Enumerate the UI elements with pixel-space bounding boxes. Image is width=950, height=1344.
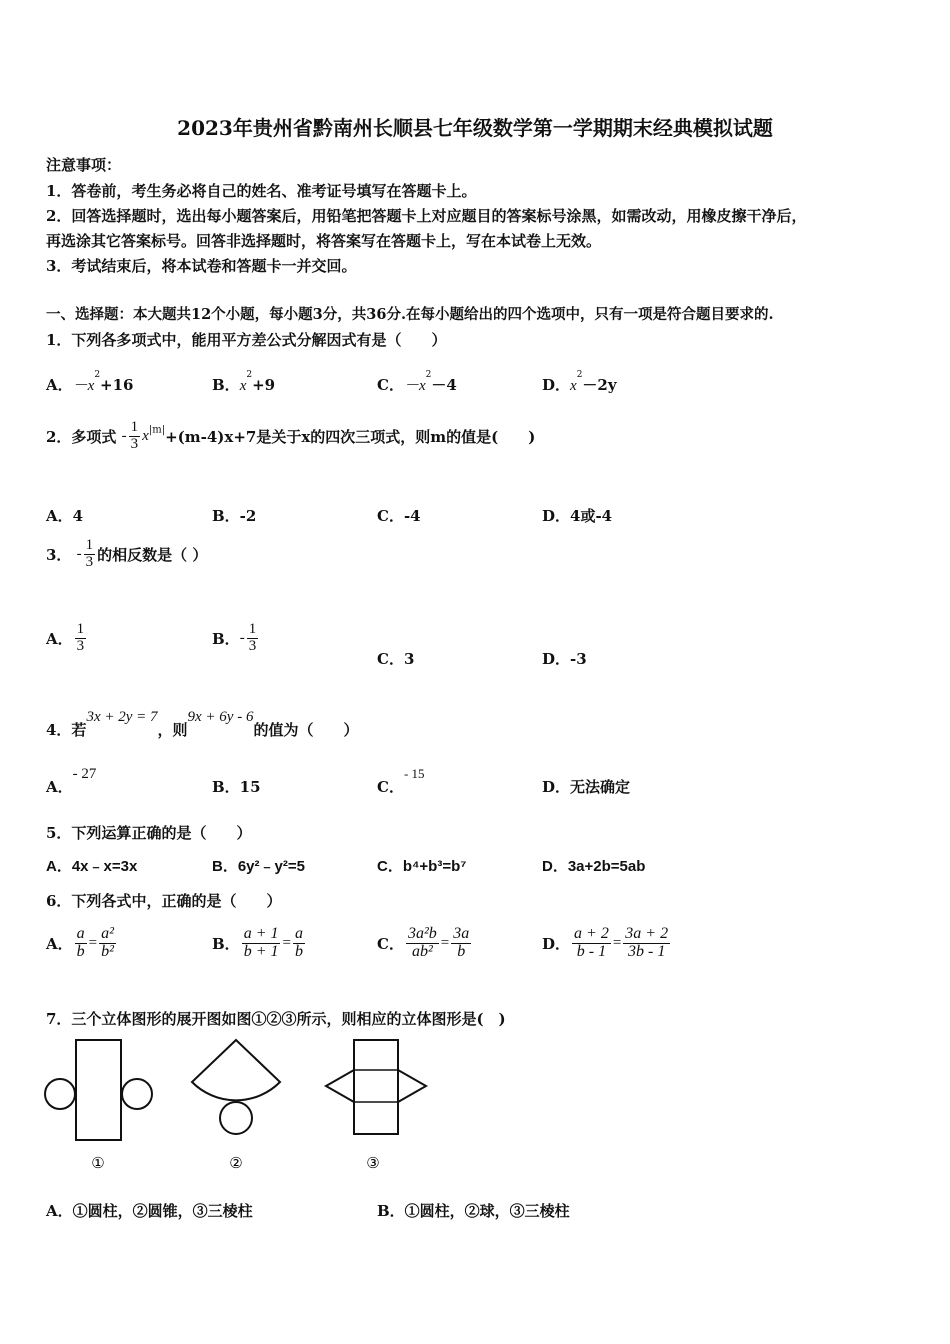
q2-option-c: C．-4 — [377, 507, 421, 525]
q7-option-b: B．①圆柱，②球，③三棱柱 — [377, 1202, 570, 1220]
q1-option-d: D．$x^2-2y$ — [542, 370, 617, 394]
fig2-label: ② — [229, 1154, 243, 1172]
q4-option-c: C．- 15 — [377, 766, 425, 796]
fig1-left-circle — [45, 1079, 75, 1109]
q7-figure — [40, 1036, 430, 1176]
q5-option-b: B．6y²﹣y²=5 — [212, 858, 305, 875]
question-7-stem: 7．三个立体图形的展开图如图①②③所示，则相应的立体图形是( ) — [46, 1010, 506, 1028]
question-1-stem: 1．下列各多项式中，能用平方差公式分解因式有是（ ） — [46, 331, 447, 349]
q6-option-b: B． $\frac{a + 1}{b + 1}$ = $\frac{a}{b}$ — [212, 925, 303, 960]
fig3-label: ③ — [366, 1154, 380, 1172]
fig2-circle — [220, 1102, 252, 1134]
q4-option-a: A．- 27 — [46, 766, 97, 796]
q3-option-b: B．- $\frac{1}{3}$ — [212, 621, 257, 654]
q6-option-d: D． $\frac{a + 2}{b - 1}$ = $\frac{3a + 2}{3b - 1}$ — [542, 925, 669, 960]
question-6-stem: 6．下列各式中，正确的是（ ） — [46, 892, 282, 910]
q5-option-c: C．b⁴+b³=b⁷ — [377, 858, 467, 875]
q5-option-a: A．4x﹣x=3x — [46, 858, 138, 875]
question-4-stem: 4．若3x + 2y = 7，则9x + 6y - 6的值为（ ） — [46, 709, 359, 739]
q3-option-d: D．-3 — [542, 650, 587, 668]
q3-option-a: A． $\frac{1}{3}$ — [46, 621, 85, 654]
q1-option-a: A．$-x^2+16$ — [46, 370, 134, 394]
fig2-sector — [192, 1040, 280, 1100]
fig3-right-triangle — [398, 1070, 426, 1102]
q6-option-c: C． $\frac{\text{3a²b}}{\text{ab²}}$ = $\frac{3a}{b}$ — [377, 925, 470, 960]
q4-option-b: B．15 — [212, 778, 261, 796]
q1-option-b: B．$x^2+9$ — [212, 370, 276, 394]
q2-option-b: B．-2 — [212, 507, 257, 525]
q6-option-a: A． $\frac{a}{b}$ = $\frac{\text{a²}}{\text{b²}}$ — [46, 925, 114, 960]
fig3-left-triangle — [326, 1070, 354, 1102]
q7-option-a: A．①圆柱，②圆锥，③三棱柱 — [46, 1202, 253, 1220]
notice-item-3: 3．考试结束后，将本试卷和答题卡一并交回。 — [46, 257, 357, 275]
page-title: 2023年贵州省黔南州长顺县七年级数学第一学期期末经典模拟试题 — [177, 116, 773, 140]
notice-item-2b: 再选涂其它答案标号。回答非选择题时，将答案写在答题卡上，写在本试卷上无效。 — [46, 232, 602, 250]
fig1-right-circle — [122, 1079, 152, 1109]
section-heading: 一、选择题：本大题共12个小题，每小题3分，共36分.在每小题给出的四个选项中，只有一项是符合题目要求的. — [46, 306, 774, 323]
fig1-rectangle — [76, 1040, 121, 1140]
question-2-stem: 2．多项式 - $\frac{1}{3}$ $x^{|m|}+(m-4)x+7$是关于x的四次三项式，则m的值是( ) — [46, 419, 536, 452]
fig1-label: ① — [91, 1154, 105, 1172]
fig3-rectangle — [354, 1040, 398, 1134]
question-5-stem: 5．下列运算正确的是（ ） — [46, 824, 252, 842]
q5-option-d: D．3a+2b=5ab — [542, 858, 646, 875]
notice-item-1: 1．答卷前，考生务必将自己的姓名、准考证号填写在答题卡上。 — [46, 182, 477, 200]
q4-option-d: D．无法确定 — [542, 778, 631, 796]
q2-option-a: A．4 — [46, 507, 84, 525]
q2-option-d: D．4或-4 — [542, 507, 613, 525]
notice-item-2a: 2．回答选择题时，选出每小题答案后，用铅笔把答题卡上对应题目的答案标号涂黑，如需改动，用橡皮擦干净后， — [46, 207, 807, 225]
notice-heading: 注意事项： — [46, 156, 122, 174]
q1-option-c: C．$-x^2-4$ — [377, 370, 457, 394]
q3-option-c: C．3 — [377, 650, 415, 668]
question-3-stem: 3． - $\frac{1}{3}$ 的相反数是（ ） — [46, 537, 208, 570]
